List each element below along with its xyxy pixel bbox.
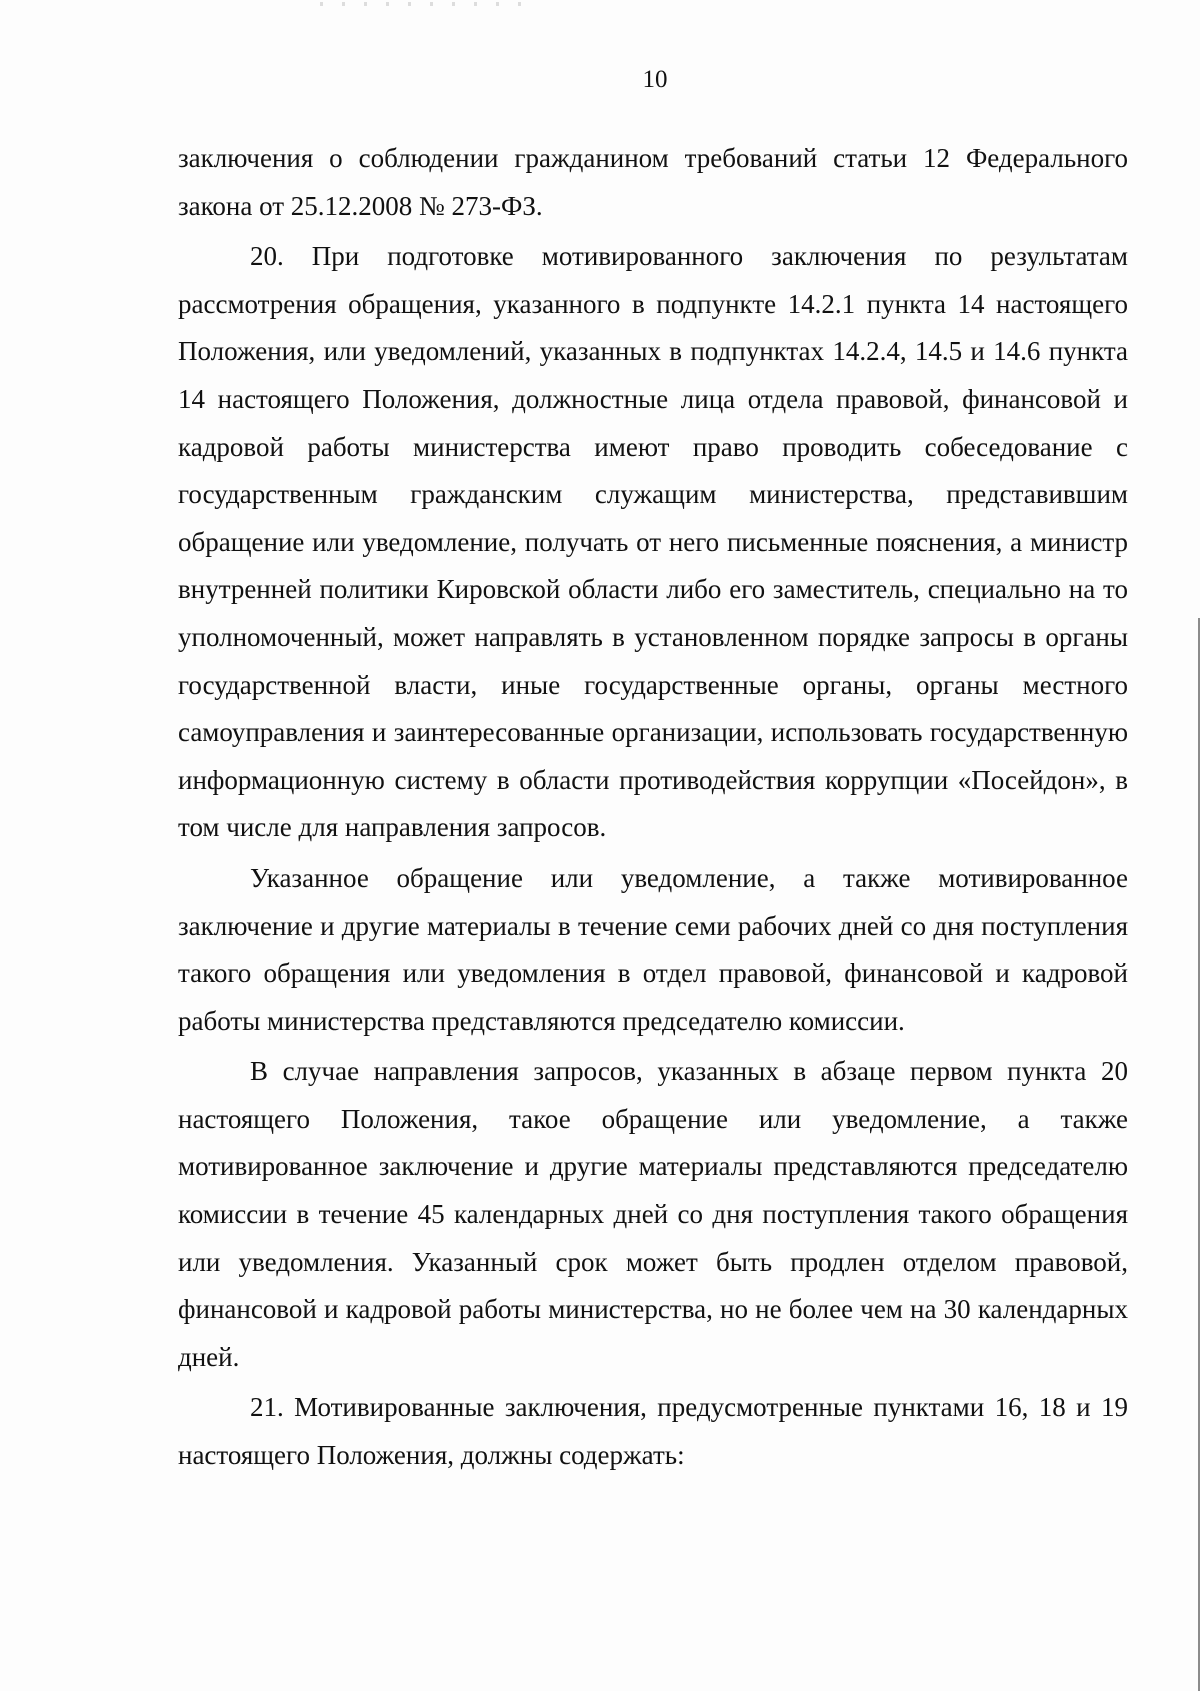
paragraph-continuation: заключения о соблюдении гражданином требований статьи 12 Федерального закона от 25.12.2008 № 273-ФЗ.: [178, 143, 1128, 221]
paragraph-item-20-part-2: Указанное обращение или уведомление, а также мотивированное заключение и другие материалы в течение семи рабочих дней со дня поступления такого обращения или уведомления в отдел правовой, финансовой и кадровой работы министерства представляются председателю комиссии.: [178, 862, 1128, 1036]
paragraph-item-21: 21. Мотивированные заключения, предусмотренные пунктами 16, 18 и 19 настоящего Положения, должны содержать:: [178, 1392, 1128, 1471]
paragraph-item-20: 20. При подготовке мотивированного заключения по результатам рассмотрения обращения, указанного в подпункте 14.2.1 пункта 14 настоящего Положения, или уведомлений, указанных в подпунктах 14.2.4, 14.5 и 14.6 пункта 14 настоящего Положения, должностные лица отдела правовой, финансовой и кадровой работы министерства имеют право проводить собеседование с государственным гражданским служащим министерства, представившим обращение или уведомление, получать от него письменные пояснения, а министр внутренней политики Кировской области либо его заместитель, специально на то уполномоченный, может направлять в установленном порядке запросы в органы государственной власти, иные государственные органы, органы местного самоуправления и заинтересованные организации, использовать государственную информационную систему в области противодействия коррупции «Посейдон», в том числе для направления запросов.: [178, 241, 1128, 843]
page-number: 10: [642, 66, 668, 93]
document-body: [178, 135, 1128, 1480]
paragraph-item-20-part-3: В случае направления запросов, указанных в абзаце первом пункта 20 настоящего Положения, такое обращение или уведомление, а также мотивированное заключение и другие материалы представляются председателю комиссии в течение 45 календарных дней со дня поступления такого обращения или уведомления. Указанный срок может быть продлен отделом правовой, финансовой и кадровой работы министерства, но не более чем на 30 календарных дней.: [178, 1056, 1128, 1372]
scan-artifact: [320, 2, 540, 6]
